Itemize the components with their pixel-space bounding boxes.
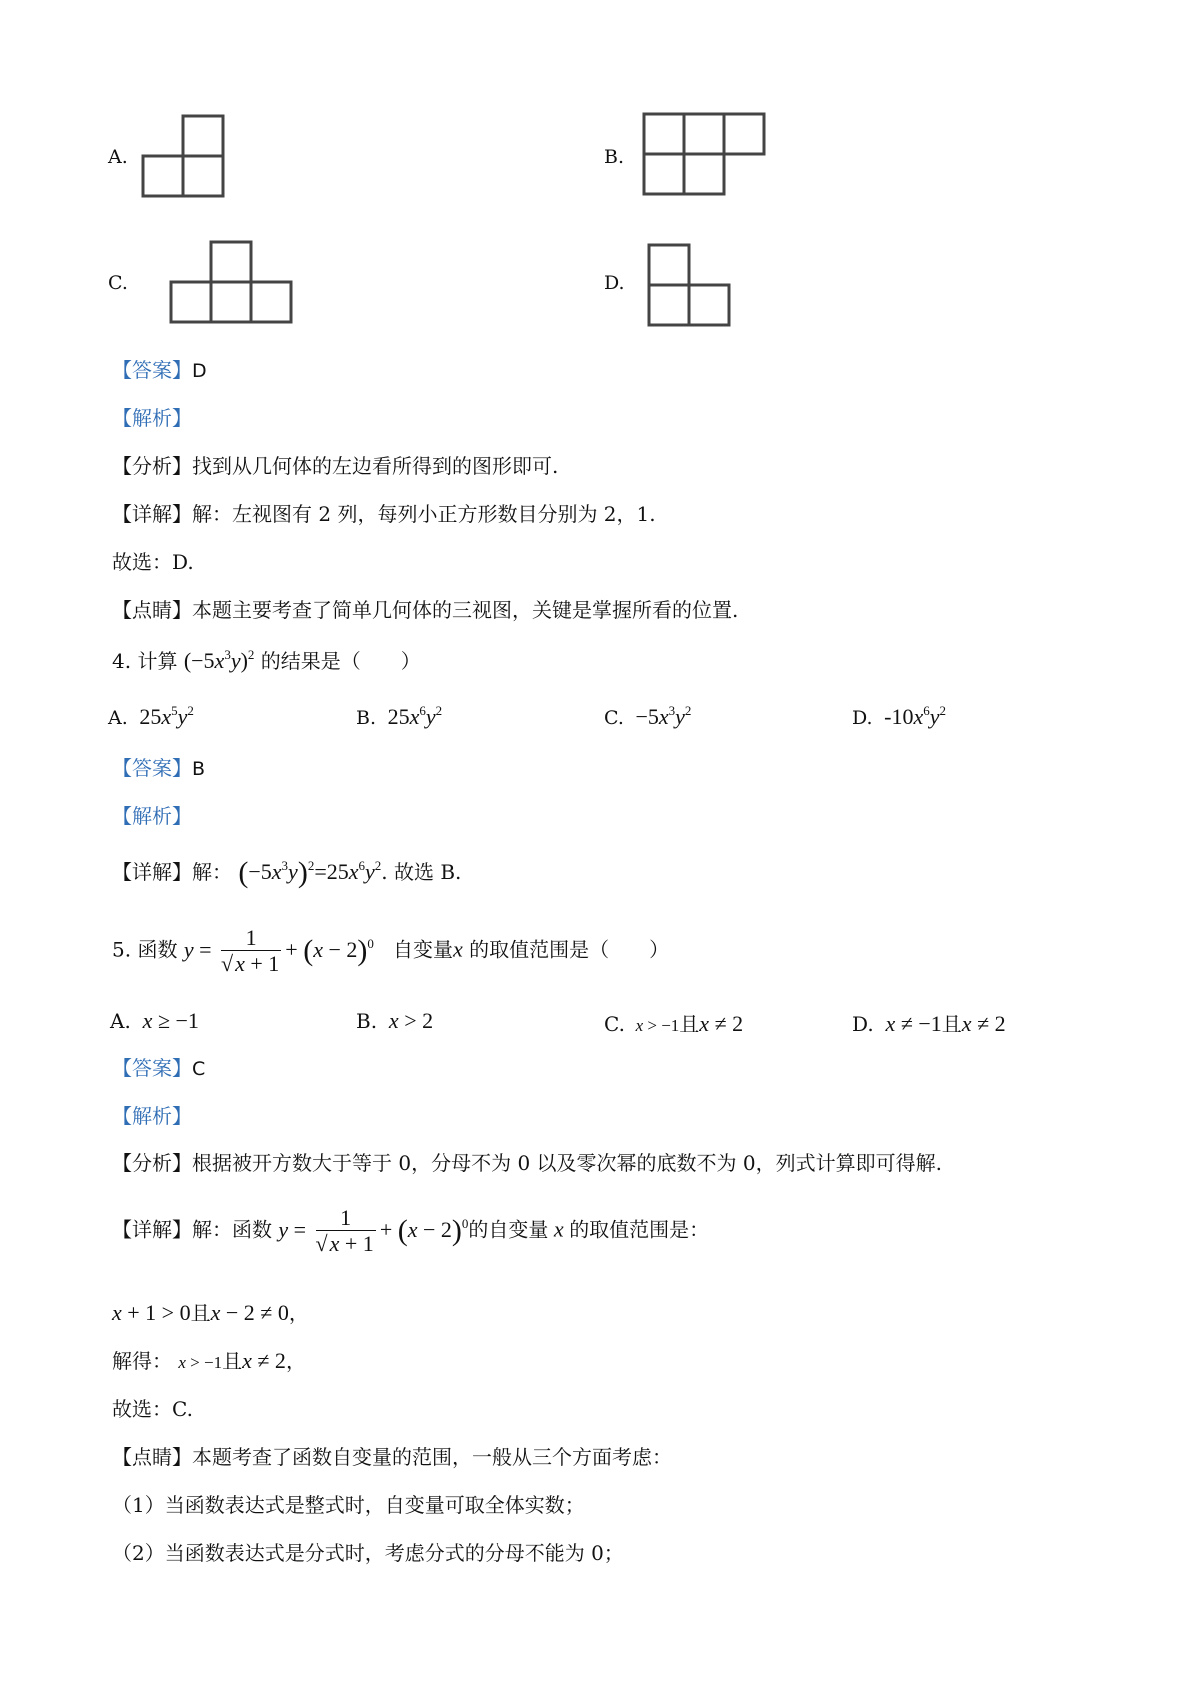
fenxi-tag: 【分析】 [112,454,192,478]
q4-xiangjie [112,856,462,889]
option-b-figure [641,111,767,197]
xiangjie-function: y = $\frac{1}{√x + 1}$ + $(x - 2)^0$ [278,1205,469,1256]
q5-option-a [110,1008,199,1034]
q4-stem [112,648,421,674]
stem-pre: 函数 [137,937,178,962]
dianjing-text: 本题主要考查了简单几何体的三视图，关键是掌握所看的位置. [192,598,739,622]
solve-pre: 解得： [112,1349,172,1373]
xiangjie-expression: $(-5x^3y)^2=25x^6y^2$ [238,856,382,889]
fenxi-tag: 【分析】 [112,1151,192,1175]
option-d-label: D. [604,272,625,294]
answer-value: C [192,1058,206,1080]
q4-option-d [852,704,946,730]
dianjing-tag: 【点睛】 [112,598,192,622]
option-c-figure [168,239,294,325]
answer-tag: 【答案】 [112,756,192,780]
xiangjie-pre: 解： [192,860,232,884]
q5-solve: 解得： x > −1且x ≠ 2， [112,1348,306,1373]
solve-post: ， [285,1349,306,1373]
option-label: A. [108,707,128,729]
stem-post: 的结果是（ ） [260,649,421,673]
option-label: C. [604,707,624,729]
stem-mid: 自变量 [392,937,453,962]
q3-xiangjie [112,501,656,527]
dianjing-text: 本题考查了函数自变量的范围，一般从三个方面考虑： [192,1445,672,1469]
q5-guxuan: 故选：C. [112,1397,193,1421]
option-a-figure [140,113,230,199]
and-word: 且 [679,1012,700,1036]
option-expression: $25x^5y^2$ [133,703,194,729]
q4-option-c [604,704,691,730]
q5-xiangjie: 【详解】解：函数 y = $\frac{1}{√x + 1}$ + $(x - 2)^0$的自变量 x 的取值范围是： [112,1205,710,1256]
dianjing-tag: 【点睛】 [112,1445,192,1469]
stem-pre: 计算 [137,649,178,673]
option-expression: $-10x^6y^2$ [878,703,947,729]
q5-fenxi [112,1150,942,1176]
stem-expression: $(-5x^3y)^2$ [183,647,255,673]
stem-post: 的取值范围是（ ） [469,937,670,962]
q4-option-b [356,704,442,730]
q5-jiexi-tag: 【解析】 [112,1104,192,1128]
fenxi-text: 找到从几何体的左边看所得到的图形即可. [192,454,559,478]
xiangjie-text: 解：左视图有 2 列，每列小正方形数目分别为 2，1. [192,502,656,526]
q3-dianjing [112,597,738,623]
q5-option-c: C. x > −1且x ≠ 2 [604,1011,744,1036]
q5-option-d: D. x ≠ −1且x ≠ 2 [852,1011,1006,1036]
option-label: D. [852,1012,874,1036]
q5-dianjing [112,1444,672,1470]
option-label: D. [852,707,873,729]
fenxi-text: 根据被开方数大于等于 0，分母不为 0 以及零次幂的底数不为 0，列式计算即可得解. [192,1151,942,1175]
option-expression: $-5x^3y^2$ [629,703,692,729]
option-label: B. [356,707,377,729]
option-c-label: C. [108,272,128,294]
q3-answer [112,357,207,384]
xiangjie-pre: 解：函数 [192,1217,272,1242]
q4-answer [112,755,205,782]
xiangjie-tag: 【详解】 [112,860,192,884]
option-d-figure [646,242,732,328]
option-b-label: B. [604,146,625,168]
and-word: 且 [222,1349,243,1373]
step1-post: ， [288,1301,309,1325]
option-label: A. [110,1009,131,1033]
answer-value: B [192,758,206,780]
answer-value: D [192,360,207,382]
xiangjie-tag: 【详解】 [112,502,192,526]
q3-guxuan: 故选：D. [112,550,194,574]
q5-answer [112,1055,205,1082]
q3-jiexi-tag: 【解析】 [112,406,192,430]
q5-step1: x + 1 > 0且x − 2 ≠ 0， [112,1300,309,1325]
q5-option-b [356,1008,433,1034]
xiangjie-post: 的取值范围是： [569,1217,710,1242]
q5-point-2: （2）当函数表达式是分式时，考虑分式的分母不能为 0； [112,1541,624,1565]
option-expression: x ≥ −1 [142,1008,199,1033]
q5-point-1: （1）当函数表达式是整式时，自变量可取全体实数； [112,1493,585,1517]
xiangjie-post: . 故选 B. [381,860,462,884]
answer-tag: 【答案】 [112,358,192,382]
option-expression: $25x^6y^2$ [382,703,443,729]
and-word: 且 [190,1301,211,1325]
q4-jiexi-tag: 【解析】 [112,804,192,828]
and-word: 且 [941,1012,962,1036]
answer-tag: 【答案】 [112,1056,192,1080]
question-number: 5. [112,937,132,962]
question-number: 4. [112,649,132,673]
stem-function: y = $\frac{1}{√x + 1}$ + $(x - 2)^0$ [183,925,374,976]
q4-option-a [108,704,194,730]
q5-stem: 5. 函数 y = $\frac{1}{√x + 1}$ + $(x - 2)^0$ 自变量x 的取值范围是（ ） [112,925,670,976]
xiangjie-tag: 【详解】 [112,1217,192,1242]
option-label: B. [356,1009,378,1033]
xiangjie-mid: 的自变量 [468,1217,549,1242]
option-expression: x > 2 [388,1008,434,1033]
q3-fenxi [112,453,558,479]
option-a-label: A. [108,146,128,168]
option-label: C. [604,1012,625,1036]
